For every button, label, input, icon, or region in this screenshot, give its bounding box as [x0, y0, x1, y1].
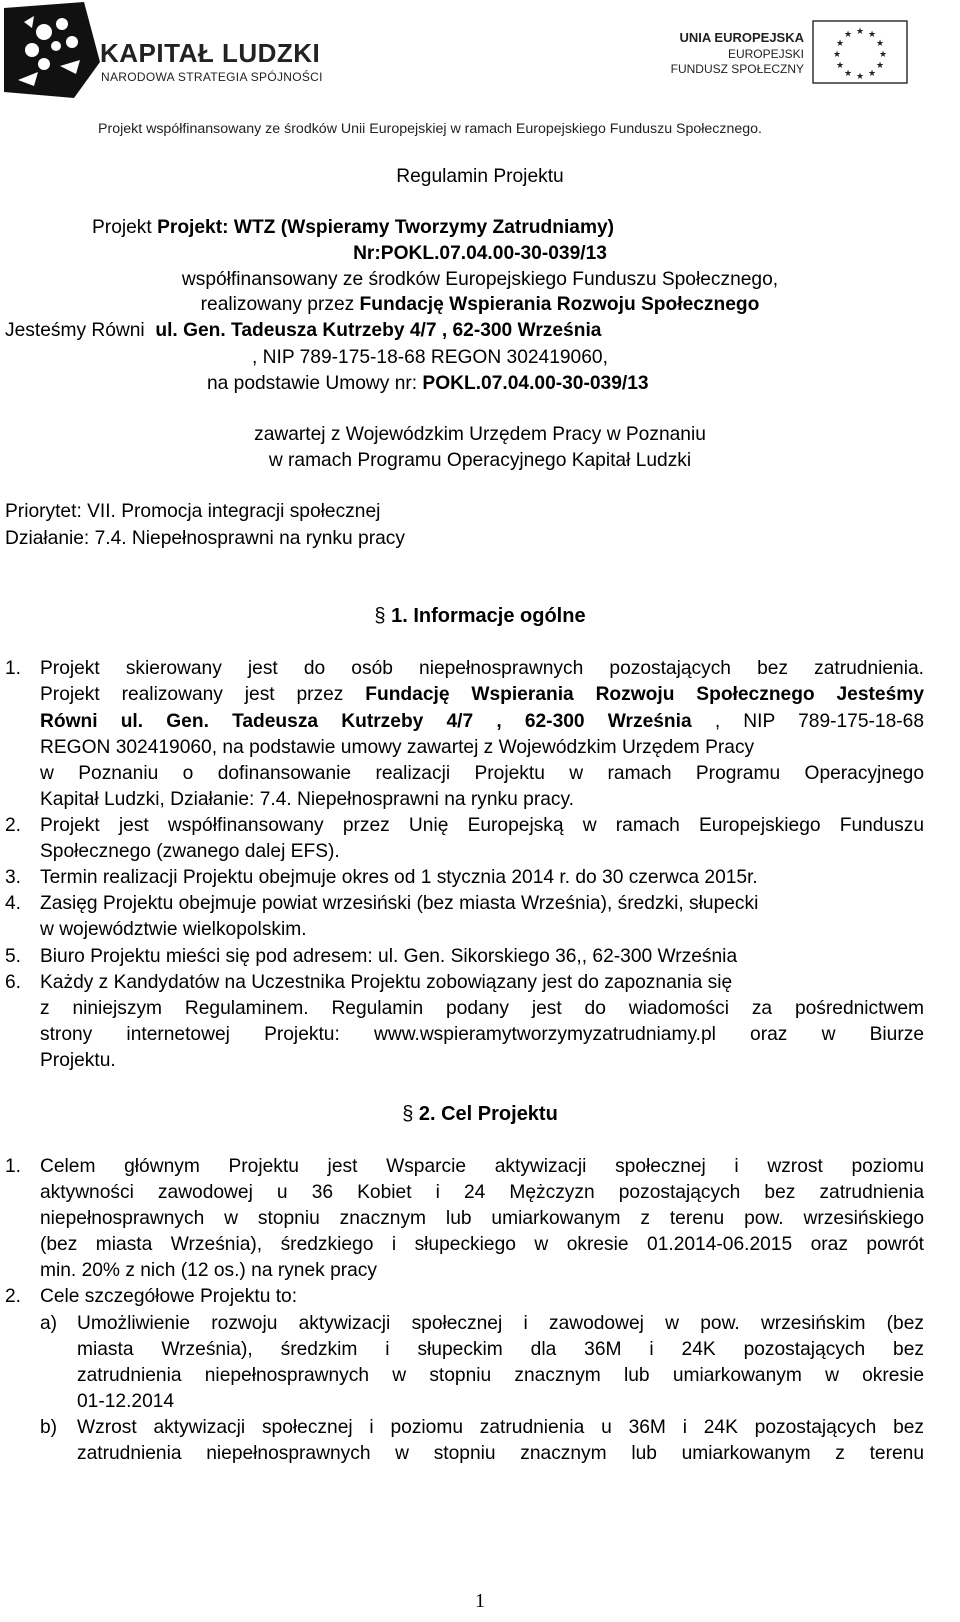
eu-logo-line2: EUROPEJSKI — [727, 47, 804, 61]
svg-text:★: ★ — [878, 50, 888, 60]
list-item-text: z niniejszym Regulaminem. Regulamin podany jest do wiadomości za pośrednictwem — [40, 998, 924, 1019]
list-item-text: REGON 302419060, na podstawie umowy zawartej z Wojewódzkim Urzędem Pracy — [40, 737, 755, 758]
section-1-heading: § 1. Informacje ogólne — [374, 605, 586, 627]
foundation-name: Fundację Wspierania Rozwoju Społecznego — [359, 294, 760, 315]
sub-item-text: Umożliwienie rozwoju aktywizacji społecznej i zawodowej w pow. wrzesińskim (bez — [77, 1313, 924, 1334]
list-item-number: 4. — [5, 893, 22, 914]
svg-text:★: ★ — [835, 39, 845, 49]
nip-regon: , NIP 789-175-18-68 REGON 302419060, — [252, 347, 608, 368]
list-item-number: 5. — [5, 946, 22, 967]
list-item-text: Celem głównym Projektu jest Wsparcie aktywizacji społecznej i wzrost poziomu — [40, 1156, 924, 1177]
concluded-line: zawartej z Wojewódzkim Urzędem Pracy w Poznaniu — [254, 424, 706, 445]
foundation-address-line — [5, 319, 601, 343]
list-item-text: min. 20% z nich (12 os.) na rynek pracy — [40, 1260, 377, 1281]
list-item-text: Kapitał Ludzki, Działanie: 7.4. Niepełnosprawni na rynku pracy. — [40, 789, 574, 810]
list-item-text: Każdy z Kandydatów na Uczestnika Projektu zobowiązany jest do zapoznania się — [40, 972, 733, 993]
kapital-ludzki-subtitle: NARODOWA STRATEGIA SPÓJNOŚCI — [101, 70, 323, 84]
list-item-text: Zasięg Projektu obejmuje powiat wrzesiński (bez miasta Września), średzki, słupecki — [40, 893, 759, 914]
realized-line — [0, 293, 960, 317]
list-item-number: 2. — [5, 815, 22, 836]
kapital-ludzki-logo — [4, 2, 344, 102]
agreement-line — [207, 372, 649, 396]
list-item-number: 3. — [5, 867, 22, 888]
section-2-heading: § 2. Cel Projektu — [402, 1103, 558, 1125]
section-mark: § — [402, 1103, 414, 1125]
list-item-text: w województwie wielkopolskim. — [40, 919, 307, 940]
project-line — [92, 216, 614, 240]
list-item-text: strony internetowej Projektu: www.wspieramytworzymyzatrudniamy.pl oraz w Biurze — [40, 1024, 924, 1045]
svg-text:★: ★ — [867, 69, 877, 79]
foundation-address: ul. Gen. Tadeusza Kutrzeby 4/7 , 62-300 Września — [155, 320, 602, 341]
eu-logo-line3: FUNDUSZ SPOŁECZNY — [670, 62, 804, 76]
list-item-text: Cele szczegółowe Projektu to: — [40, 1286, 298, 1307]
eu-logo — [660, 18, 920, 90]
action-line: Działanie: 7.4. Niepełnosprawni na rynku pracy — [5, 528, 405, 549]
project-number: Nr:POKL.07.04.00-30-039/13 — [353, 243, 607, 264]
list-item-text: (bez miasta Września), średzkiego i słupeckiego w okresie 01.2014-06.2015 oraz powrót — [40, 1234, 924, 1255]
list-item-text: Projekt realizowany jest przez Fundację Wspierania Rozwoju Społecznego Jesteśmy — [40, 684, 924, 705]
list-item-text: aktywności zawodowej u 36 Kobiet i 24 Mężczyzn pozostających bez zatrudnienia — [40, 1182, 924, 1203]
svg-text:★: ★ — [867, 30, 877, 40]
list-item-text: Termin realizacji Projektu obejmuje okres od 1 stycznia 2014 r. do 30 czerwca 2015r. — [40, 867, 758, 888]
kapital-ludzki-title: KAPITAŁ LUDZKI — [100, 38, 321, 68]
sub-item-text: 01-12.2014 — [77, 1391, 175, 1412]
sub-item-text: miasta Września), średzkim i słupeckim dla 36M i 24K pozostających bez — [77, 1339, 924, 1360]
sub-item-text: zatrudnienia niepełnosprawnych w stopniu znacznym lub umiarkowanym w okresie — [77, 1365, 924, 1386]
eu-logo-line1: UNIA EUROPEJSKA — [679, 30, 804, 45]
priority-line: Priorytet: VII. Promocja integracji społecznej — [5, 501, 381, 522]
svg-text:★: ★ — [835, 61, 845, 71]
svg-text:★: ★ — [843, 69, 853, 79]
svg-text:★: ★ — [832, 50, 842, 60]
list-item-text: Projekt skierowany jest do osób niepełnosprawnych pozostających bez zatrudnienia. — [40, 658, 924, 679]
section-mark: § — [374, 605, 386, 627]
eu-flag-icon — [812, 20, 908, 84]
page-number: 1 — [475, 1590, 485, 1612]
svg-text:★: ★ — [875, 39, 885, 49]
list-item-number: 6. — [5, 972, 22, 993]
project-prefix: Projekt — [92, 217, 158, 238]
program-line: w ramach Programu Operacyjnego Kapitał Ludzki — [268, 450, 692, 471]
list-item-text: Równi ul. Gen. Tadeusza Kutrzeby 4/7 , 62-300 Września , NIP 789-175-18-68 — [40, 711, 924, 732]
sub-item-text: zatrudnienia niepełnosprawnych w stopniu znacznym lub umiarkowanym z terenu — [77, 1443, 924, 1464]
cofinance-note: Projekt współfinansowany ze środków Unii Europejskiej w ramach Europejskiego Funduszu Społecznego. — [98, 121, 762, 137]
list-item-number: 1. — [5, 1156, 22, 1177]
sub-item-letter: b) — [40, 1417, 58, 1438]
list-item-text: Biuro Projektu mieści się pod adresem: ul. Gen. Sikorskiego 36,, 62-300 Września — [40, 946, 738, 967]
sub-item-letter: a) — [40, 1313, 58, 1334]
agreement-number: POKL.07.04.00-30-039/13 — [422, 373, 649, 394]
svg-text:★: ★ — [843, 30, 853, 40]
realized-prefix: realizowany przez — [200, 294, 360, 315]
project-name: Projekt: WTZ (Wspieramy Tworzymy Zatrudniamy) — [157, 217, 615, 238]
cofinanced-line: współfinansowany ze środków Europejskiego Funduszu Społecznego, — [181, 269, 779, 290]
svg-text:★: ★ — [875, 61, 885, 71]
list-item-text: Projekt jest współfinansowany przez Unię Europejską w ramach Europejskiego Funduszu — [40, 815, 924, 836]
list-item-number: 1. — [5, 658, 22, 679]
list-item-text: w Poznaniu o dofinansowanie realizacji Projektu w ramach Programu Operacyjnego — [40, 763, 924, 784]
svg-text:★: ★ — [855, 27, 865, 37]
kapital-ludzki-emblem-icon — [4, 2, 100, 98]
list-item-text: niepełnosprawnych w stopniu znacznym lub umiarkowanym z terenu pow. wrzesińskiego — [40, 1208, 924, 1229]
foundation-name-cont: Jesteśmy Równi — [5, 320, 145, 341]
list-item-text: Projektu. — [40, 1050, 116, 1071]
svg-text:★: ★ — [855, 72, 865, 82]
document-title: Regulamin Projektu — [396, 166, 564, 187]
agreement-prefix: na podstawie Umowy nr: — [207, 373, 423, 394]
list-item-number: 2. — [5, 1286, 22, 1307]
sub-item-text: Wzrost aktywizacji społecznej i poziomu zatrudnienia u 36M i 24K pozostających bez — [77, 1417, 924, 1438]
list-item-text: Społecznego (zwanego dalej EFS). — [40, 841, 340, 862]
